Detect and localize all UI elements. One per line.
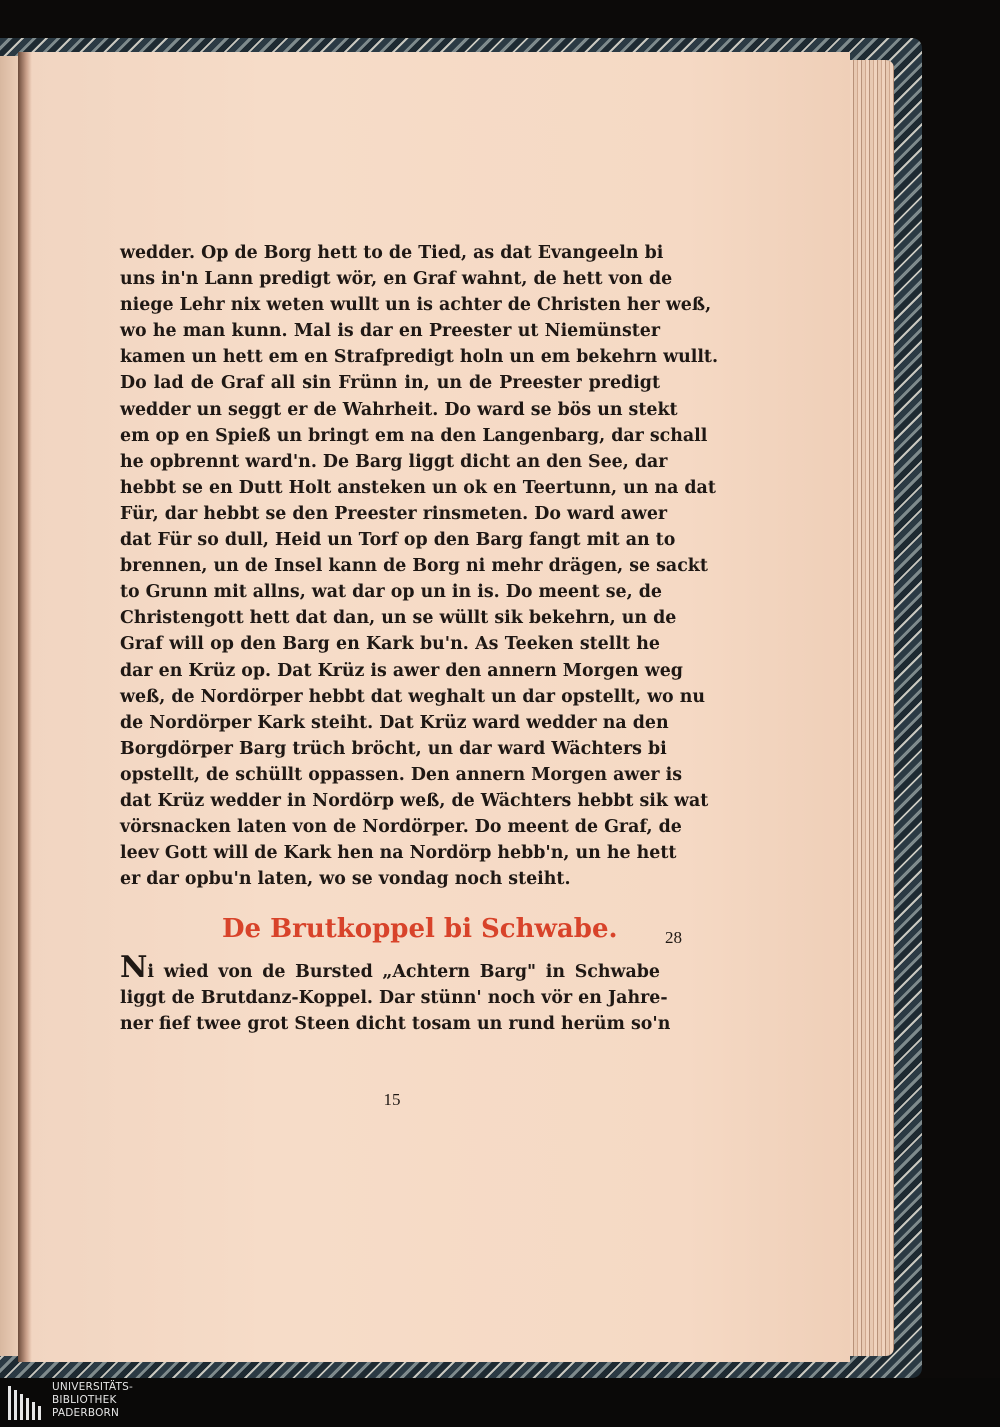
text-line: dar en Krüz op. Dat Krüz is awer den annern Morgen weg (120, 660, 683, 681)
text-line: Christengott hett dat dan, un se wüllt sik bekehrn, un de (120, 608, 677, 629)
text-line: wedder. Op de Borg hett to de Tied, as dat Evangeeln bi (120, 243, 664, 263)
page-edges (846, 60, 894, 1356)
text-line: Für, dar hebbt se den Preester rinsmeten. Do ward awer (120, 503, 668, 524)
second-paragraph (120, 950, 671, 1037)
text-line: de Nordörper Kark steiht. Dat Krüz ward wedder na den (120, 712, 669, 733)
text-line: ner fief twee grot Steen dicht tosam un rund herüm so'n (120, 1014, 671, 1035)
text-line: dat Für so dull, Heid un Torf op den Barg fangt mit an to (120, 530, 676, 551)
text-line: wedder un seggt er de Wahrheit. Do ward se bös un stekt (120, 399, 678, 420)
initial-letter: N (120, 950, 148, 985)
library-logo-icon (6, 1382, 46, 1424)
text-line: wo he man kunn. Mal is dar en Preester ut Niemünster (120, 321, 660, 342)
text-line: em op en Spieß un bringt em na den Langenbarg, dar schall (120, 425, 708, 446)
text-line: uns in'n Lann predigt wör, en Graf wahnt, de hett von de (120, 269, 673, 290)
page-gutter (18, 52, 32, 1362)
library-name-line: PADERBORN (52, 1407, 120, 1419)
text-line: kamen un hett em en Strafpredigt holn un em bekehrn wullt. (120, 347, 719, 368)
text-line: dat Krüz wedder in Nordörp weß, de Wächters hebbt sik wat (120, 790, 709, 811)
body-paragraph (120, 240, 719, 892)
text-line: hebbt se en Dutt Holt ansteken un ok en Teertunn, un na dat (120, 477, 716, 498)
library-name-line: BIBLIOTHEK (52, 1394, 117, 1406)
text-line: brennen, un de Insel kann de Borg ni mehr drägen, se sackt (120, 556, 708, 577)
text-line: er dar opbu'n laten, wo se vondag noch steiht. (120, 869, 571, 890)
library-name-line: UNIVERSITÄTS- (52, 1381, 133, 1393)
page-number: 15 (383, 1090, 401, 1109)
section-heading: De Brutkoppel bi Schwabe. (222, 914, 618, 944)
text-line: Graf will op den Barg en Kark bu'n. As Teeken stellt he (120, 634, 660, 655)
text-line: Do lad de Graf all sin Frünn in, un de Preester predigt (120, 373, 660, 394)
text-line: weß, de Nordörper hebbt dat weghalt un dar opstellt, wo nu (120, 686, 705, 707)
text-line: Borgdörper Barg trüch bröcht, un dar ward Wächters bi (120, 738, 667, 759)
text-line: liggt de Brutdanz-Koppel. Dar stünn' noch vör en Jahre- (120, 988, 668, 1009)
text-line: he opbrennt ward'n. De Barg liggt dicht an den See, dar (120, 451, 668, 472)
text-line: opstellt, de schüllt oppassen. Den annern Morgen awer is (120, 764, 683, 785)
marginal-number: 28 (665, 928, 682, 947)
footer-bar (0, 1378, 1000, 1427)
text-line: to Grunn mit allns, wat dar op un in is. Do meent se, de (120, 582, 662, 603)
text-line: vörsnacken laten von de Nordörper. Do meent de Graf, de (120, 817, 682, 838)
library-name (52, 1381, 133, 1420)
text-line: Ni wied von de Bursted „Achtern Barg" in Schwabe (120, 950, 660, 985)
text-line: niege Lehr nix weten wullt un is achter de Christen her weß, (120, 295, 712, 316)
text-line: leev Gott will de Kark hen na Nordörp hebb'n, un he hett (120, 843, 677, 864)
